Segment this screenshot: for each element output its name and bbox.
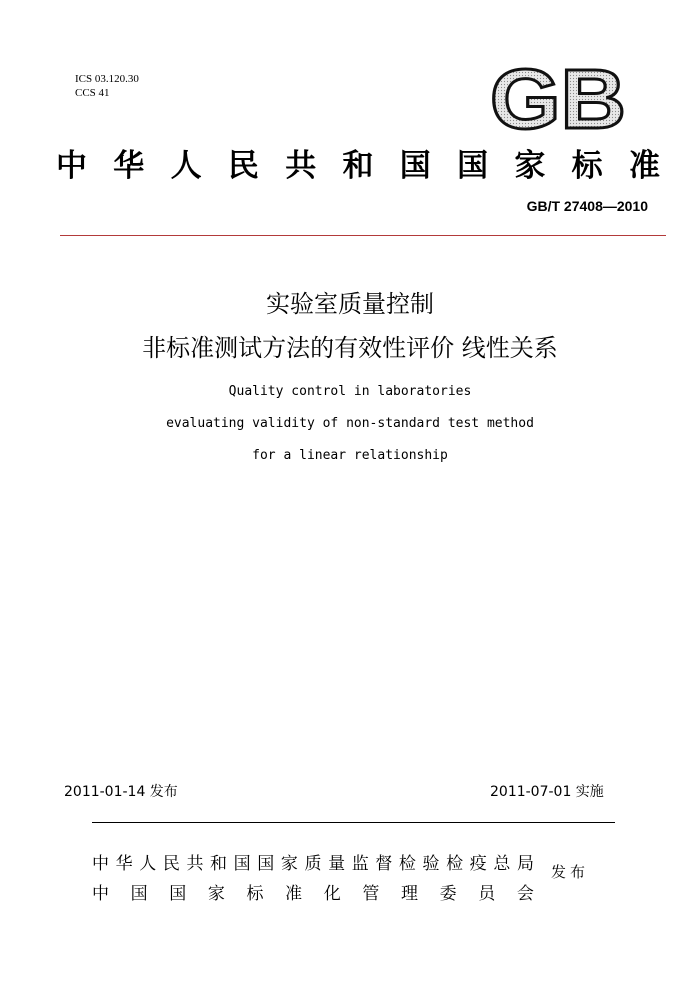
gb-logo — [488, 62, 630, 134]
publisher-char: 中 — [92, 854, 109, 874]
publisher-char: 标 — [246, 884, 264, 904]
publisher-char: 家 — [207, 884, 225, 904]
title-en-line2: evaluating validity of non-standard test method — [166, 416, 534, 431]
org-title-char: 共 — [285, 148, 317, 184]
publisher-char: 质 — [304, 854, 322, 874]
publisher-char: 局 — [516, 854, 534, 874]
org-title-char: 民 — [227, 148, 259, 184]
publisher-char: 中 — [92, 884, 109, 904]
gb-logo-text: GB — [490, 62, 626, 134]
publisher-line2 — [92, 879, 534, 904]
publisher-char: 会 — [516, 884, 534, 904]
publisher-char: 家 — [280, 854, 298, 874]
publisher-char: 总 — [493, 854, 511, 874]
publisher-char: 化 — [323, 884, 341, 904]
publisher-char: 准 — [285, 884, 303, 904]
publisher-char: 人 — [139, 854, 157, 874]
header-divider — [60, 235, 666, 236]
org-title-char: 准 — [628, 148, 660, 184]
ics-code: ICS 03.120.30 — [75, 73, 139, 85]
publisher-char: 和 — [210, 854, 228, 874]
publisher-char: 检 — [446, 854, 464, 874]
org-title-char: 华 — [113, 148, 145, 184]
publisher-char: 国 — [233, 854, 251, 874]
title-cn-line1: 实验室质量控制 — [266, 290, 434, 318]
publisher-char: 管 — [362, 884, 380, 904]
title-en-line3: for a linear relationship — [252, 448, 448, 463]
publisher-char: 华 — [115, 854, 133, 874]
issue-word: 发布 — [551, 863, 590, 881]
org-title-char: 家 — [514, 148, 546, 184]
publisher-char: 理 — [401, 884, 418, 904]
publisher-char: 民 — [162, 854, 180, 874]
publisher-char: 验 — [422, 854, 440, 874]
publisher-char: 委 — [439, 884, 457, 904]
publisher-char: 督 — [375, 854, 393, 874]
publisher-char: 国 — [130, 884, 148, 904]
title-en-line1: Quality control in laboratories — [228, 384, 472, 399]
publisher-char: 监 — [351, 854, 369, 874]
publisher-char: 国 — [257, 854, 275, 874]
org-title-char: 中 — [56, 148, 87, 184]
org-title-char: 标 — [571, 148, 603, 184]
standard-number: GB/T 27408—2010 — [526, 198, 648, 214]
publisher-line1 — [92, 849, 534, 874]
publisher-char: 检 — [398, 854, 416, 874]
publisher-char: 量 — [328, 854, 346, 874]
org-title — [56, 140, 660, 185]
publisher-char: 国 — [169, 884, 187, 904]
publisher-char: 共 — [186, 854, 204, 874]
title-cn-line2: 非标准测试方法的有效性评价 线性关系 — [142, 334, 558, 362]
ccs-code: CCS 41 — [75, 87, 110, 99]
org-title-char: 国 — [457, 148, 489, 184]
implementation-date: 2011-07-01 实施 — [490, 784, 604, 800]
publisher-char: 员 — [478, 884, 496, 904]
org-title-char: 国 — [399, 148, 431, 184]
footer-divider — [92, 822, 615, 823]
org-title-char: 和 — [342, 148, 374, 184]
publisher-char: 疫 — [469, 854, 487, 874]
classification-codes — [75, 72, 139, 100]
issue-date: 2011-01-14 发布 — [64, 784, 178, 800]
org-title-char: 人 — [170, 148, 202, 184]
